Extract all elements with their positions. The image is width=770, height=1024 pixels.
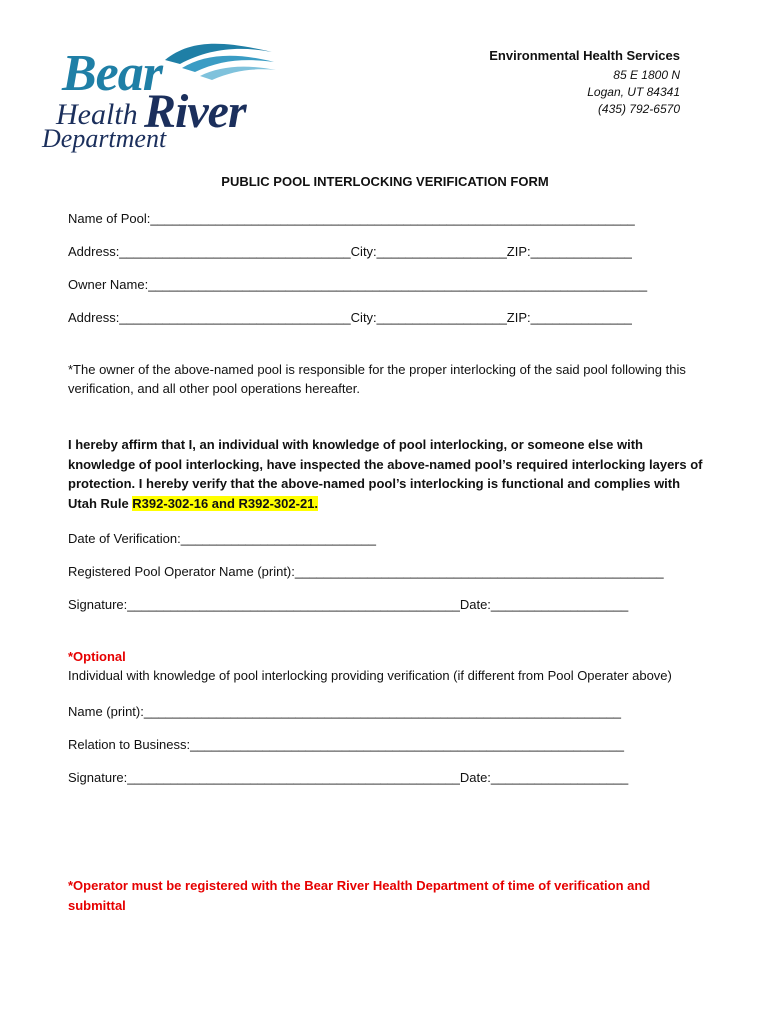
org-street: 85 E 1800 N: [613, 68, 680, 82]
logo-word-health: Health: [56, 98, 138, 131]
org-city: Logan, UT 84341: [587, 85, 680, 99]
operator-name-field[interactable]: Registered Pool Operator Name (print):___________________________________________________: [68, 564, 664, 579]
affirmation-statement: [68, 435, 708, 513]
org-phone: (435) 792-6570: [597, 102, 680, 116]
operator-signature-field[interactable]: Signature:______________________________________________Date:___________________: [68, 597, 629, 612]
wave-icon: [160, 38, 280, 88]
optional-description: Individual with knowledge of pool interlocking providing verification (if different from Pool Operater above): [68, 668, 672, 683]
owner-note: *The owner of the above-named pool is responsible for the proper interlocking of the said pool following this verification, and all other pool operations hereafter.: [68, 362, 686, 396]
relation-to-business-field[interactable]: Relation to Business:____________________________________________________________: [68, 737, 624, 752]
footer-note: *Operator must be registered with the Bear River Health Department of time of verification and submittal: [68, 878, 651, 913]
optional-name-field[interactable]: Name (print):__________________________________________________________________: [68, 704, 622, 719]
org-address-block: [489, 48, 680, 118]
pool-name-field[interactable]: Name of Pool:___________________________________________________________________: [68, 211, 635, 226]
logo-word-department: Department: [42, 124, 167, 153]
bear-river-logo: [40, 38, 280, 153]
verification-date-field[interactable]: Date of Verification:___________________________: [68, 531, 376, 546]
utah-rule-reference: R392-302-16 and R392-302-21.: [132, 495, 319, 511]
form-title: PUBLIC POOL INTERLOCKING VERIFICATION FORM: [221, 174, 549, 189]
org-name: Environmental Health Services: [489, 48, 680, 63]
optional-label: *Optional: [68, 649, 126, 664]
logo-word-river: River: [144, 85, 246, 138]
logo-word-bear: Bear: [62, 45, 162, 102]
affirmation-text: I hereby affirm that I, an individual with knowledge of pool interlocking, or someone else with knowledge of pool interlocking, have inspected the above-named pool’s required interlocking layers of protection. I hereby verify that the above-named pool’s interlocking is functional and complies with Utah Rule: [68, 437, 703, 511]
address-field-1[interactable]: Address:________________________________City:__________________ZIP:______________: [68, 244, 632, 259]
owner-name-field[interactable]: Owner Name:_____________________________________________________________________: [68, 277, 648, 292]
optional-signature-field[interactable]: Signature:______________________________________________Date:___________________: [68, 770, 629, 785]
address-field-2[interactable]: Address:________________________________City:__________________ZIP:______________: [68, 310, 632, 325]
